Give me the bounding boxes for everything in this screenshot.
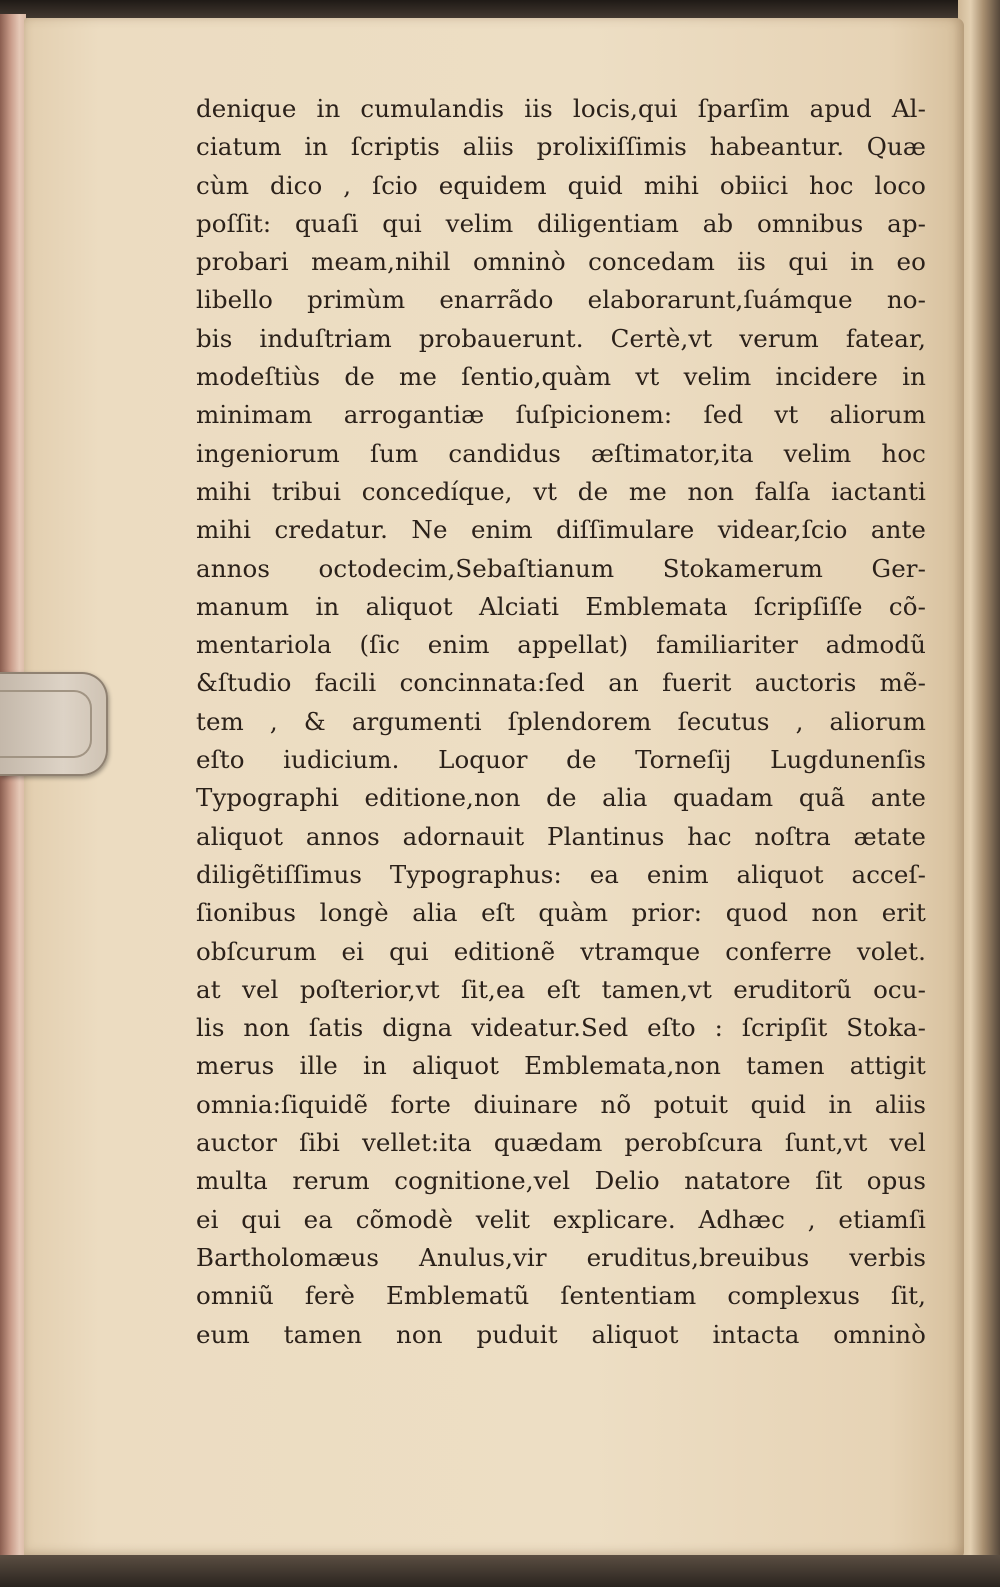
text-line: tem , & argumenti ſplendorem ſecutus , aliorum [196, 706, 926, 736]
text-line: ei qui ea cõmodè velit explicare. Adhæc , etiamſi [196, 1204, 926, 1234]
text-line: minimam arrogantiæ ſuſpicionem: ſed vt aliorum [196, 400, 926, 430]
text-line: ingeniorum ſum candidus æſtimator,ita velim hoc [196, 438, 926, 468]
text-line: bis induſtriam probauerunt. Certè,vt verum fatear, [196, 323, 926, 353]
text-line: merus ille in aliquot Emblemata,non tamen attigit [196, 1051, 926, 1081]
text-line: eum tamen non puduit aliquot intacta omninò [196, 1319, 926, 1349]
text-line: ſionibus longè alia eſt quàm prior: quod non erit [196, 898, 926, 928]
text-line: auctor ſibi vellet:ita quædam perobſcura ſunt,vt vel [196, 1128, 926, 1158]
text-line: annos octodecim,Sebaſtianum Stokamerum Ger- [196, 553, 926, 583]
text-line: eſto iudicium. Loquor de Torneſij Lugdunenſis [196, 745, 926, 775]
left-page-edge [0, 14, 26, 1562]
text-line: poſſit: quaſi qui velim diligentiam ab omnibus ap- [196, 208, 926, 238]
book-page [24, 18, 964, 1558]
text-line: omniũ ferè Emblematũ ſententiam complexus ſit, [196, 1281, 926, 1311]
text-line: modeſtiùs de me ſentio,quàm vt velim incidere in [196, 362, 926, 392]
text-line: diligẽtiſſimus Typographus: ea enim aliquot acceſ- [196, 859, 926, 889]
text-line: libello primùm enarrãdo elaborarunt,ſuámque no- [196, 285, 926, 315]
text-line: obſcurum ei qui editionẽ vtramque conferre volet. [196, 936, 926, 966]
text-line: aliquot annos adornauit Plantinus hac noſtra ætate [196, 821, 926, 851]
text-line: omnia:ſiquidẽ forte diuinare nõ potuit quid in aliis [196, 1089, 926, 1119]
text-line: multa rerum cognitione,vel Delio natatore ſit opus [196, 1166, 926, 1196]
page-clip-tab [0, 672, 108, 776]
text-line: Typographi editione,non de alia quadam quã ante [196, 783, 926, 813]
book-bottom-edge [0, 1555, 1000, 1587]
text-line: lis non ſatis digna videatur.Sed eſto : ſcripſit Stoka- [196, 1013, 926, 1043]
text-line: mihi tribui concedíque, vt de me non falſa iactanti [196, 476, 926, 506]
text-line: &ſtudio facili concinnata:ſed an fuerit auctoris mẽ- [196, 668, 926, 698]
text-line: mihi credatur. Ne enim diſſimulare videar,ſcio ante [196, 515, 926, 545]
page-clip-inner [0, 690, 92, 758]
text-line: cùm dico , ſcio equidem quid mihi obiici hoc loco [196, 170, 926, 200]
text-line: ciatum in ſcriptis aliis prolixiſſimis habeantur. Quæ [196, 132, 926, 162]
right-page-stack [958, 0, 1000, 1587]
text-line: mentariola (ſic enim appellat) familiariter admodũ [196, 630, 926, 660]
text-line: at vel poſterior,vt ſit,ea eſt tamen,vt eruditorũ ocu- [196, 974, 926, 1004]
text-line: Bartholomæus Anulus,vir eruditus,breuibus verbis [196, 1242, 926, 1272]
text-line: probari meam,nihil omninò concedam iis qui in eo [196, 247, 926, 277]
page-text [196, 90, 926, 1354]
text-line: denique in cumulandis iis locis,qui ſparſim apud Al- [196, 94, 926, 123]
text-line: manum in aliquot Alciati Emblemata ſcripſiſſe cõ- [196, 591, 926, 621]
